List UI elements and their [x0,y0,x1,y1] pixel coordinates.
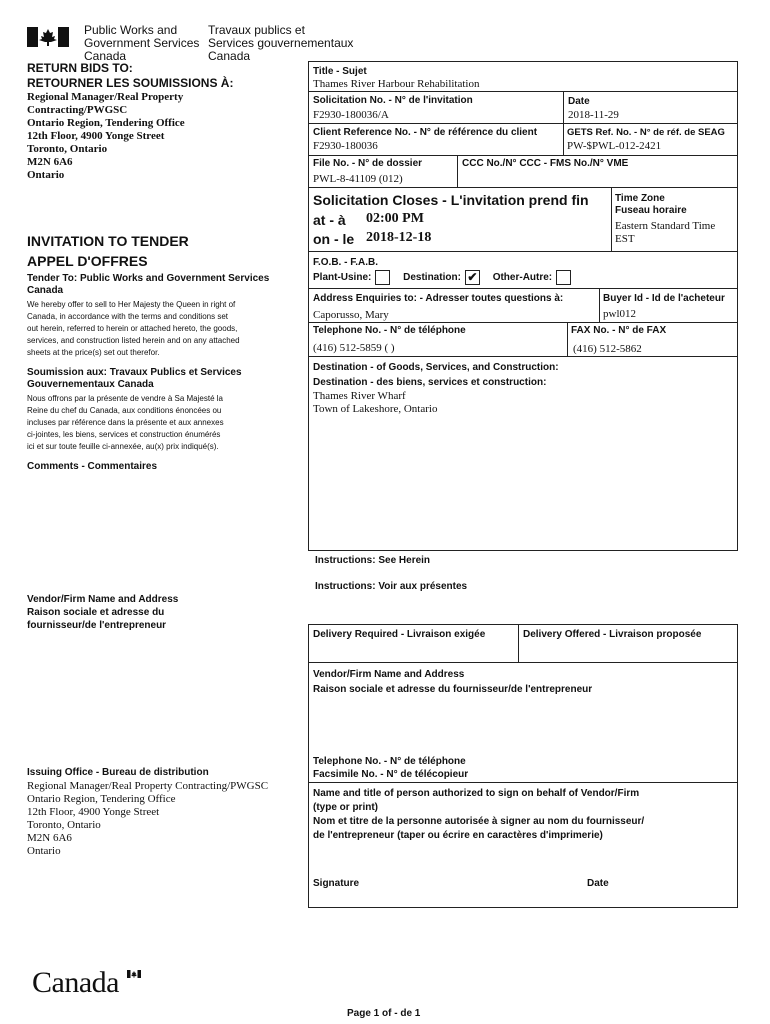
delivery-offered-label: Delivery Offered - Livraison proposée [523,629,702,640]
tender-to-text: We hereby offer to sell to Her Majesty the Queen in right of Canada, in accordance with the terms and conditions set out herein, referred to herein or attached hereto, the goods, services, and construction listed herein and on any attached sheets at the price(s) set out therefor. [27,300,240,357]
tender-to-label: Tender To: Public Works and Government Services Canada [27,273,270,296]
telephone-label: Telephone No. - N° de téléphone [313,325,466,336]
return-bids-title: RETURN BIDS TO: RETOURNER LES SOUMISSIONS À: [27,61,234,90]
solicitation-value: F2930-180036/A [313,109,389,121]
destination-goods-value: Thames River Wharf Town of Lakeshore, Ontario [313,390,438,415]
soumission-label: Soumission aux: Travaux Publics et Services Gouvernementaux Canada [27,367,242,390]
buyer-label: Buyer Id - Id de l'acheteur [603,293,725,304]
file-label: File No. - N° de dossier [313,158,423,169]
signature-date-label: Date [587,878,609,889]
fax-value: (416) 512-5862 [573,343,642,355]
instructions-en: Instructions: See Herein [315,555,431,566]
destination-label: Destination: [403,272,461,284]
date-value: 2018-11-29 [568,109,619,121]
fob-label: F.O.B. - F.A.B. [313,257,378,268]
buyer-value: pwl012 [603,308,636,320]
vendor-telephone-label: Telephone No. - N° de téléphone Facsimile No. - N° de télécopieur [313,756,469,780]
plant-label: Plant-Usine: [313,272,372,284]
title-value: Thames River Harbour Rehabilitation [313,78,480,90]
at-label: at - à [313,212,346,228]
client-ref-label: Client Reference No. - N° de référence du client [313,127,538,138]
invitation-title: INVITATION TO TENDER APPEL D'OFFRES [27,233,189,269]
destination-goods-label: Destination - of Goods, Services, and Construction: Destination - des biens, services et construction: [313,362,559,388]
telephone-value: (416) 512-5859 ( ) [313,342,395,354]
return-bids-address: Regional Manager/Real Property Contracting/PWGSC Ontario Region, Tendering Office 12th Floor, 4900 Yonge Street Toronto, Ontario M2N 6A6 Ontario [27,91,185,181]
fax-label: FAX No. - N° de FAX [571,325,667,336]
date-label: Date [568,96,590,107]
delivery-required-label: Delivery Required - Livraison exigée [313,629,486,640]
enquiries-label: Address Enquiries to: - Adresser toutes questions à: [313,293,564,304]
title-label: Title - Sujet [313,66,367,77]
timezone-label: Time Zone Fuseau horaire [615,193,687,216]
page-number: Page 1 of - de 1 [347,1008,421,1019]
instructions-fr: Instructions: Voir aux présentes [315,581,468,592]
gets-label: GETS Ref. No. - N° de réf. de SEAG [567,127,725,138]
enquiries-value: Caporusso, Mary [313,309,389,321]
other-label: Other-Autre: [492,272,553,284]
vendor-left-label: Vendor/Firm Name and Address Raison sociale et adresse du fournisseur/de l'entrepreneur [27,594,179,631]
dept-name-fr: Travaux publics et Services gouvernementaux Canada [208,23,354,63]
plant-checkbox[interactable] [375,270,390,285]
other-checkbox[interactable] [556,270,571,285]
comments-label: Comments - Commentaires [27,461,158,472]
client-ref-value: F2930-180036 [313,140,378,152]
wordmark-flag-icon [127,970,141,978]
signature-label: Signature [313,878,360,889]
issuing-office-address: Regional Manager/Real Property Contracting/PWGSC Ontario Region, Tendering Office 12th Floor, 4900 Yonge Street Toronto, Ontario M2N 6A6 Ontario [27,780,269,857]
solicitation-label: Solicitation No. - N° de l'invitation [313,95,473,106]
gets-value: PW-$PWL-012-2421 [567,140,662,152]
ccc-label: CCC No./N° CCC - FMS No./N° VME [462,158,629,169]
timezone-value: Eastern Standard Time EST [615,220,716,245]
on-label: on - le [313,231,355,247]
fob-options [313,270,575,285]
canada-wordmark: Canada [32,966,119,1000]
issuing-office-label: Issuing Office - Bureau de distribution [27,767,209,778]
on-value: 2018-12-18 [366,230,432,245]
vendor-label: Vendor/Firm Name and Address Raison sociale et adresse du fournisseur/de l'entrepreneur [313,669,593,695]
form-box-bottom-line [308,550,738,551]
authorized-signer-label: Name and title of person authorized to sign on behalf of Vendor/Firm (type or print) Nom et titre de la personne autorisée à signer au nom du fournisseur/ de l'entrepreneur (taper ou écrire en caractères d'imprimerie) [313,788,645,841]
closes-label: Solicitation Closes - L'invitation prend fin [313,192,589,208]
file-value: PWL-8-41109 (012) [313,173,403,185]
canada-flag-logo [27,27,69,47]
destination-checkbox[interactable]: ✔ [465,270,480,285]
dept-name-en: Public Works and Government Services Canada [84,23,200,63]
soumission-text: Nous offrons par la présente de vendre à Sa Majesté la Reine du chef du Canada, aux conditions énoncées ou incluses par référence dans la présente et aux annexes ci-jointes, les biens, services et construction énumérés ici et sur toute feuille ci-annexée, au(x) prix indiqué(s). [27,394,224,451]
at-value: 02:00 PM [366,211,424,226]
